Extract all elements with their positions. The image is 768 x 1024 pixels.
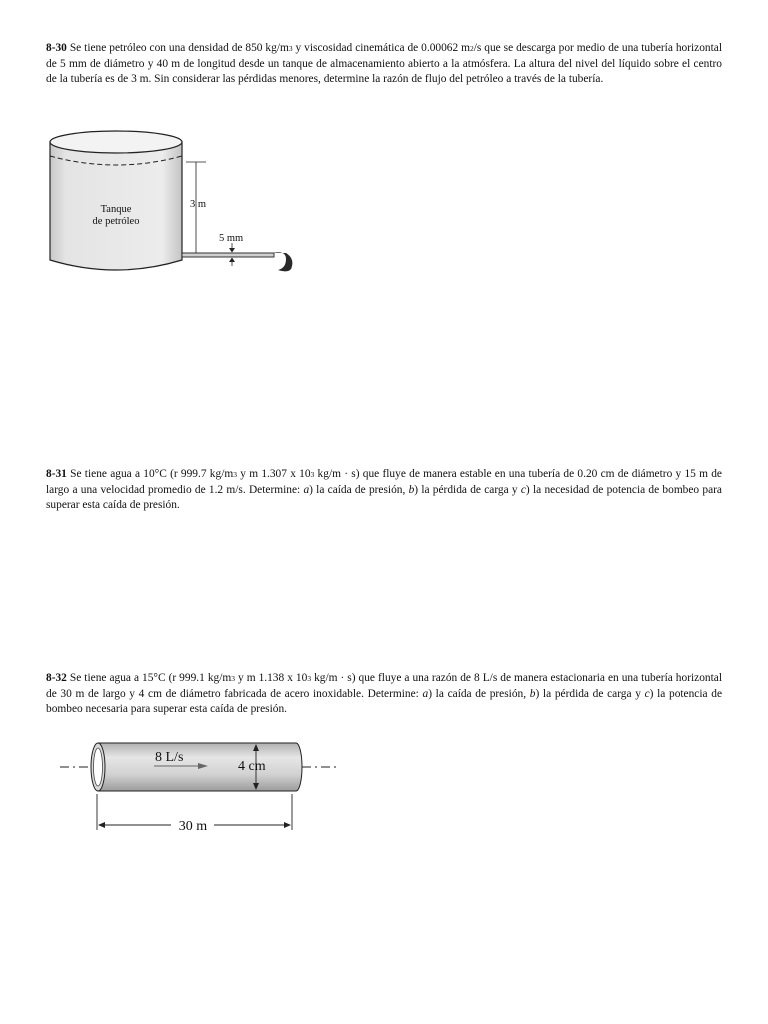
problem-8-32 <box>46 671 722 718</box>
problem-8-31 <box>46 467 722 514</box>
problem-number: 8-30 <box>46 42 67 54</box>
pipe-body <box>91 743 302 791</box>
diameter-label: 4 cm <box>238 759 266 774</box>
tank-figure <box>46 128 296 278</box>
problem-text: Se tiene petróleo con una densidad de 850 kg/m3 y viscosidad cinemática de 0.00062 m2/s que se descarga por medio de una tubería horizontal de 5 mm de diámetro y 40 m de longitud desde un tanque de almacenamiento abierto a la atmósfera. La altura del nivel del líquido sobre el centro de la tubería es de 3 m. Sin considerar las pérdidas menores, determine la razón de flujo del petróleo a través de la tubería. <box>46 42 723 85</box>
height-label: 3 m <box>190 199 207 210</box>
length-label: 30 m <box>178 819 208 834</box>
flow-label: 8 L/s <box>155 750 184 765</box>
diameter-label: 5 mm <box>219 233 244 244</box>
tank-body <box>50 131 182 270</box>
problem-number: 8-32 <box>46 672 67 684</box>
problem-text: Se tiene agua a 15°C (r 999.1 kg/m3 y m 1.138 x 103 kg/m · s) que fluye a una razón de 8 L/s de manera estacionaria en una tubería horizontal de 30 m de largo y 4 cm de diámetro fabricada de acero inoxidable. Determine: a) la caída de presión, b) la pérdida de carga y c) la potencia de bombeo necesaria para superar esta caída de presión. <box>46 672 723 715</box>
tank-label-line1: Tanque <box>100 204 132 215</box>
pipe-outlet <box>182 252 292 271</box>
problem-text: Se tiene agua a 10°C (r 999.7 kg/m3 y m 1.307 x 103 kg/m · s) que fluye de manera estable en una tubería de 0.20 cm de diámetro y 15 m de largo a una velocidad promedio de 1.2 m/s. Determine: a) la caída de presión, b) la pérdida de carga y c) la necesidad de potencia de bombeo para superar esta caída de presión. <box>46 468 722 511</box>
problem-number: 8-31 <box>46 468 67 480</box>
tank-label-line2: de petróleo <box>92 216 140 227</box>
pipe-figure <box>58 738 348 838</box>
problem-8-30 <box>46 41 722 88</box>
